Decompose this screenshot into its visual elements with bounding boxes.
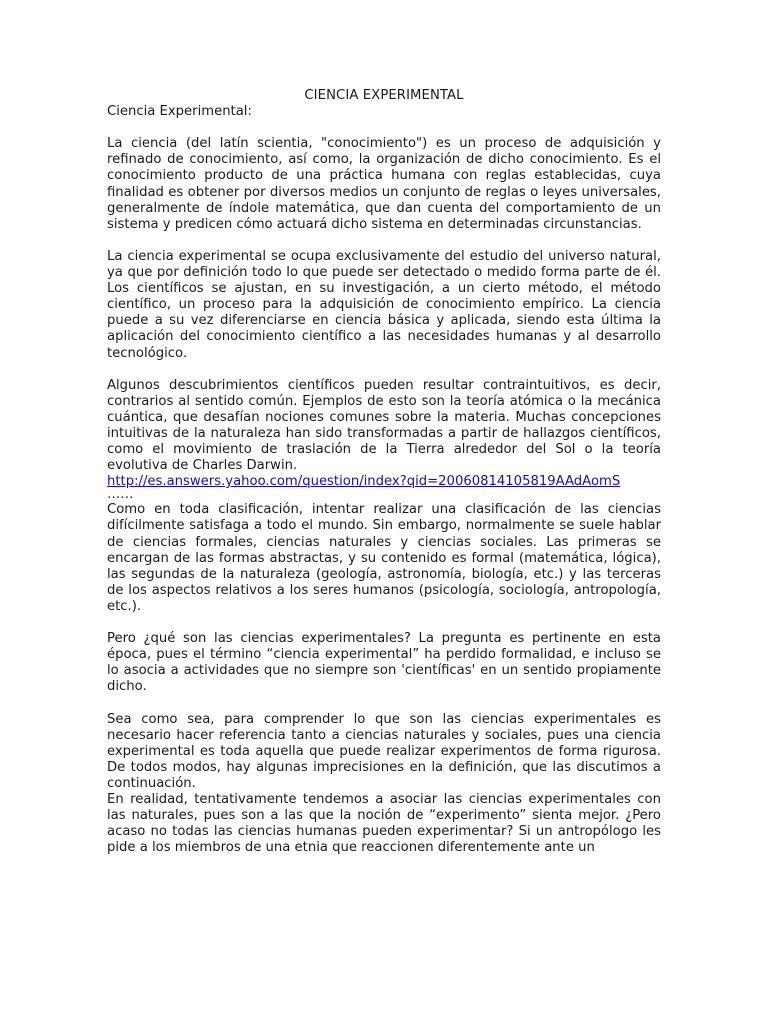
paragraph: Pero ¿qué son las ciencias experimentales? La pregunta es pertinente en esta época, pues el término “ciencia experimental” ha perdido formalidad, e incluso se lo asocia a actividades que no siempre son 'científicas' en un sentido propiamente dicho. <box>107 631 661 695</box>
document-subtitle: Ciencia Experimental: <box>107 104 252 120</box>
paragraph-gap <box>107 615 661 631</box>
source-link[interactable]: http://es.answers.yahoo.com/question/index?qid=20060814105819AAdAomS <box>107 474 621 490</box>
paragraph: Sea como sea, para comprender lo que son las ciencias experimentales es necesario hacer referencia tanto a ciencias naturales y sociales, pues una ciencia experimental es toda aquella que puede realizar experimentos de forma rigurosa. De todos modos, hay algunas imprecisiones en la definición, que las discutimos a continuación. <box>107 711 661 791</box>
paragraph: La ciencia experimental se ocupa exclusivamente del estudio del universo natural, ya que por definición todo lo que puede ser detectado o medido forma parte de él. Los científicos se ajustan, en su investigación, a un cierto método, el método científico, un proceso para la adquisición de conocimiento empírico. La ciencia puede a su vez diferenciarse en ciencia básica y aplicada, siendo esta última la aplicación del conocimiento científico a las necesidades humanas y al desarrollo tecnológico. <box>107 248 661 361</box>
ellipsis: …… <box>107 487 134 503</box>
document-title: CIENCIA EXPERIMENTAL <box>304 88 464 103</box>
document-page <box>107 88 661 856</box>
paragraph-gap <box>107 233 661 249</box>
paragraph-gap <box>107 362 661 378</box>
paragraph: En realidad, tentativamente tendemos a asociar las ciencias experimentales con las naturales, pues son a las que la noción de “experimento” sienta mejor. ¿Pero acaso no todas las ciencias humanas pueden experimentar? Si un antropólogo les pide a los miembros de una etnia que reaccionen diferentemente ante un <box>107 792 661 856</box>
paragraph: La ciencia (del latín scientia, "conocimiento") es un proceso de adquisición y refinado de conocimiento, así como, la organización de dicho conocimiento. Es el conocimiento producto de una práctica humana con reglas establecidas, cuya finalidad es obtener por diversos medios un conjunto de reglas o leyes universales, generalmente de índole matemática, que dan cuenta del comportamiento de un sistema y predicen cómo actuará dicho sistema en determinadas circunstancias. <box>107 136 661 232</box>
paragraph-gap <box>107 695 661 711</box>
paragraph: Algunos descubrimientos científicos pueden resultar contraintuitivos, es decir, contrarios al sentido común. Ejemplos de esto son la teoría atómica o la mecánica cuántica, que desafían nociones comunes sobre la materia. Muchas concepciones intuitivas de la naturaleza han sido transformadas a partir de hallazgos científicos, como el movimiento de traslación de la Tierra alrededor del Sol o la teoría evolutiva de Charles Darwin. <box>107 377 661 474</box>
paragraph: Como en toda clasificación, intentar realizar una clasificación de las ciencias difícilmente satisfaga a todo el mundo. Sin embargo, normalmente se suele hablar de ciencias formales, ciencias naturales y ciencias sociales. Las primeras se encargan de las formas abstractas, y su contenido es formal (matemática, lógica), las segundas de la naturaleza (geología, astronomía, biología, etc.) y las terceras de los aspectos relativos a los seres humanos (psicología, sociología, antropología, etc.). <box>107 502 661 614</box>
